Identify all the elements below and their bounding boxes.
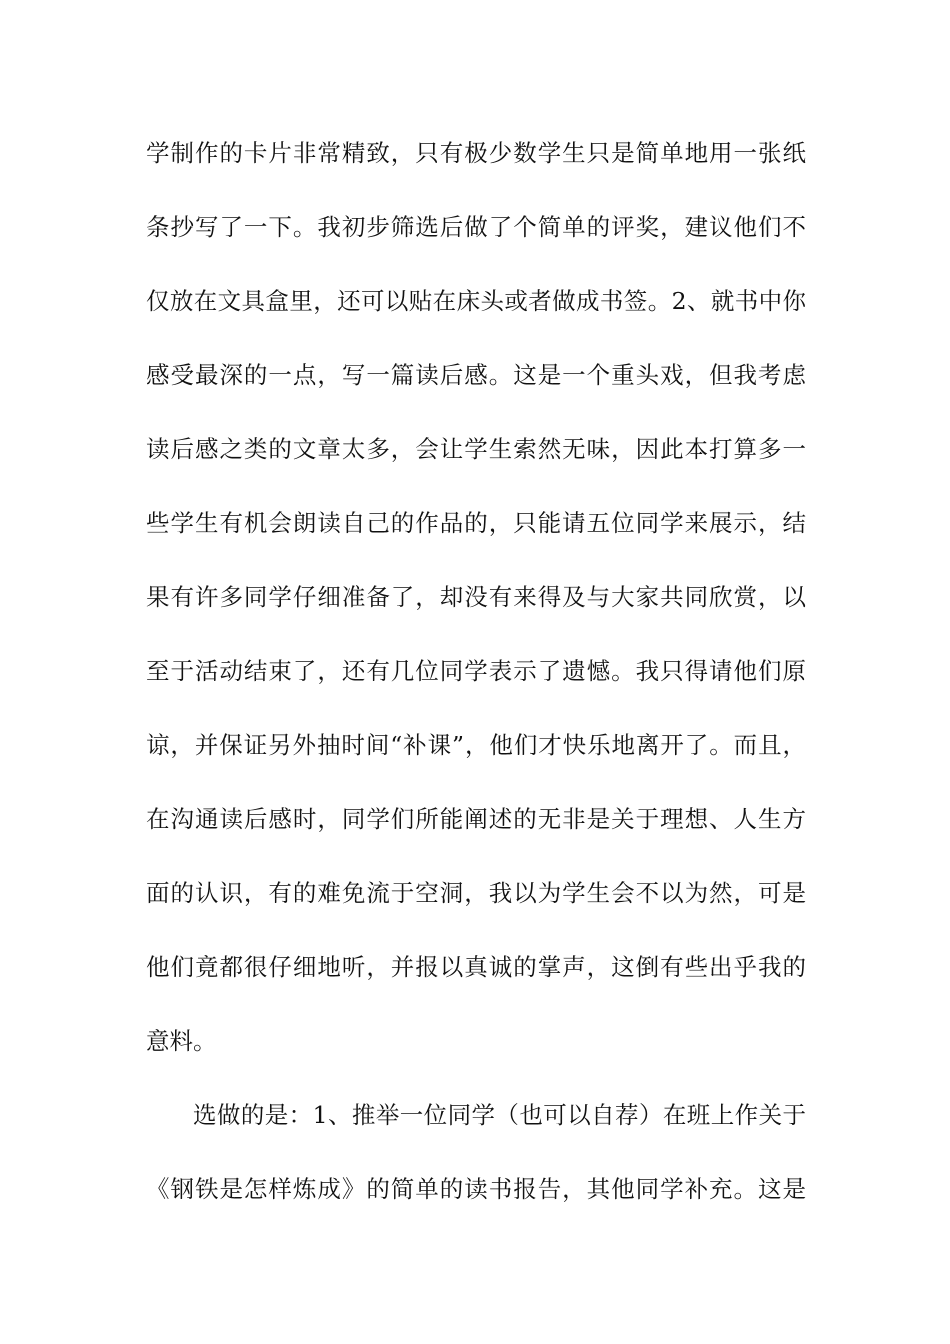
paragraph-line-5: 读后感之类的文章太多，会让学生索然无味，因此本打算多一: [146, 435, 806, 463]
paragraph-line-1: 学制作的卡片非常精致，只有极少数学生只是简单地用一张纸: [146, 139, 806, 167]
paragraph-line-4: 感受最深的一点，写一篇读后感。这是一个重头戏，但我考虑: [146, 361, 806, 389]
paragraph-line-13: 意料。: [146, 1027, 217, 1055]
paragraph-line-11: 面的认识，有的难免流于空洞，我以为学生会不以为然，可是: [146, 879, 806, 907]
paragraph-line-14: 选做的是：1、推举一位同学（也可以自荐）在班上作关于: [193, 1101, 806, 1129]
paragraph-line-7: 果有许多同学仔细准备了，却没有来得及与大家共同欣赏，以: [146, 583, 806, 611]
paragraph-line-15: 《钢铁是怎样炼成》的简单的读书报告，其他同学补充。这是: [146, 1175, 806, 1203]
paragraph-line-6: 些学生有机会朗读自己的作品的，只能请五位同学来展示，结: [146, 509, 806, 537]
paragraph-line-12: 他们竟都很仔细地听，并报以真诚的掌声，这倒有些出乎我的: [146, 953, 806, 981]
paragraph-line-9: 谅，并保证另外抽时间“补课”，他们才快乐地离开了。而且，: [146, 731, 806, 759]
paragraph-line-10: 在沟通读后感时，同学们所能阐述的无非是关于理想、人生方: [146, 805, 806, 833]
paragraph-line-3: 仅放在文具盒里，还可以贴在床头或者做成书签。2、就书中你: [146, 287, 806, 315]
paragraph-line-2: 条抄写了一下。我初步筛选后做了个简单的评奖，建议他们不: [146, 213, 806, 241]
paragraph-line-8: 至于活动结束了，还有几位同学表示了遗憾。我只得请他们原: [146, 657, 806, 685]
